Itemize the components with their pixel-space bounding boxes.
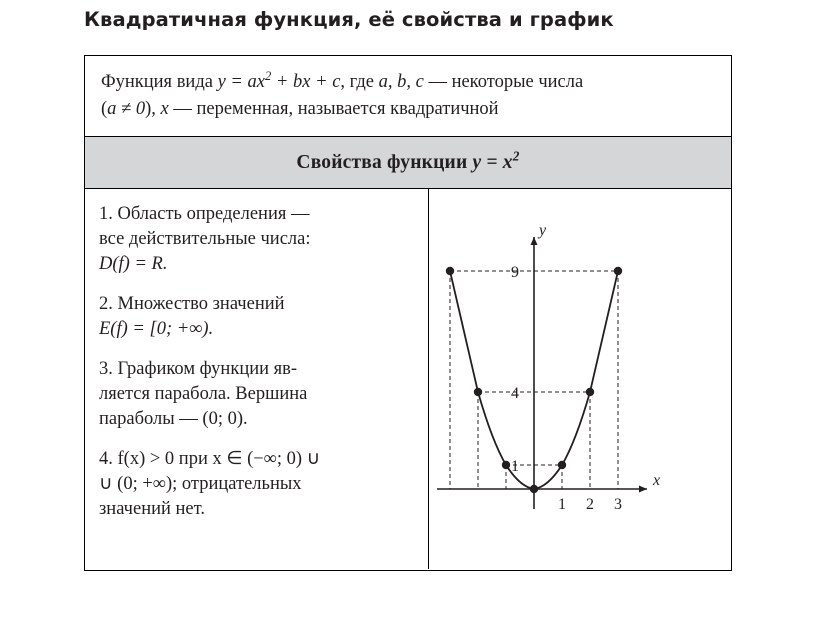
property-line: все действительные числа: (99, 229, 311, 249)
section-header-text: Свойства функции (296, 151, 473, 173)
property-line: Множество значений (117, 294, 285, 314)
definition-variable: x (160, 99, 169, 119)
properties-list (85, 189, 429, 569)
data-point (446, 267, 454, 275)
body-row (85, 189, 731, 569)
y-tick-label: 1 (511, 458, 519, 475)
property-item (99, 447, 414, 522)
section-header-row (85, 137, 731, 189)
data-point-vertex (530, 485, 538, 493)
properties-table (84, 55, 732, 571)
section-header-formula: $y = x^2$ (472, 148, 520, 173)
property-number: 4. (99, 449, 113, 469)
property-line: ∪ (0; +∞); отрицательных (99, 474, 302, 494)
data-point (586, 388, 594, 396)
data-point (558, 461, 566, 469)
definition-line2-mid: ), (145, 99, 161, 119)
y-axis-arrow (531, 237, 538, 245)
parabola-graph (429, 189, 731, 569)
definition-line1-mid: , где (340, 72, 379, 92)
property-number: 3. (99, 359, 113, 379)
definition-line1-pre: Функция вида (101, 72, 218, 92)
y-tick-label: 9 (511, 264, 519, 281)
property-item (99, 357, 414, 432)
definition-formula: $y = ax^2$ + bx + c (217, 68, 341, 92)
definition-line2-pre: ( (101, 99, 108, 119)
definition-line2-post: — переменная, называется квадратичной (168, 99, 499, 119)
property-line: D(f) = R. (99, 254, 168, 274)
x-tick-label: 2 (586, 496, 594, 513)
x-tick-label: 1 (558, 496, 566, 513)
property-item (99, 202, 414, 277)
data-point (474, 388, 482, 396)
definition-row (85, 56, 731, 137)
x-tick-label: 3 (614, 496, 622, 513)
x-axis-arrow (639, 486, 647, 493)
definition-text (101, 69, 721, 123)
section-header-title (296, 148, 520, 174)
graph-cell (429, 189, 731, 569)
property-line: значений нет. (99, 499, 205, 519)
y-axis-label: y (539, 222, 547, 239)
property-line: f(x) > 0 при x ∈ (−∞; 0) ∪ (117, 449, 321, 469)
property-line: Область определения — (117, 204, 310, 224)
property-line: параболы — (0; 0). (99, 409, 248, 429)
definition-coeffs: a, b, c (378, 72, 424, 92)
y-tick-label: 4 (511, 385, 519, 402)
data-point (502, 461, 510, 469)
x-axis-label: x (653, 472, 661, 489)
property-line: Графиком функции яв- (117, 359, 298, 379)
property-number: 2. (99, 294, 113, 314)
property-line: ляется парабола. Вершина (99, 384, 308, 404)
data-point (614, 267, 622, 275)
definition-condition: a ≠ 0 (107, 99, 146, 119)
page-title: Квадратичная функция, её свойства и график (84, 8, 614, 31)
definition-line1-post: — некоторые числа (423, 72, 584, 92)
property-number: 1. (99, 204, 113, 224)
property-item (99, 292, 414, 342)
property-line: E(f) = [0; +∞). (99, 319, 214, 339)
